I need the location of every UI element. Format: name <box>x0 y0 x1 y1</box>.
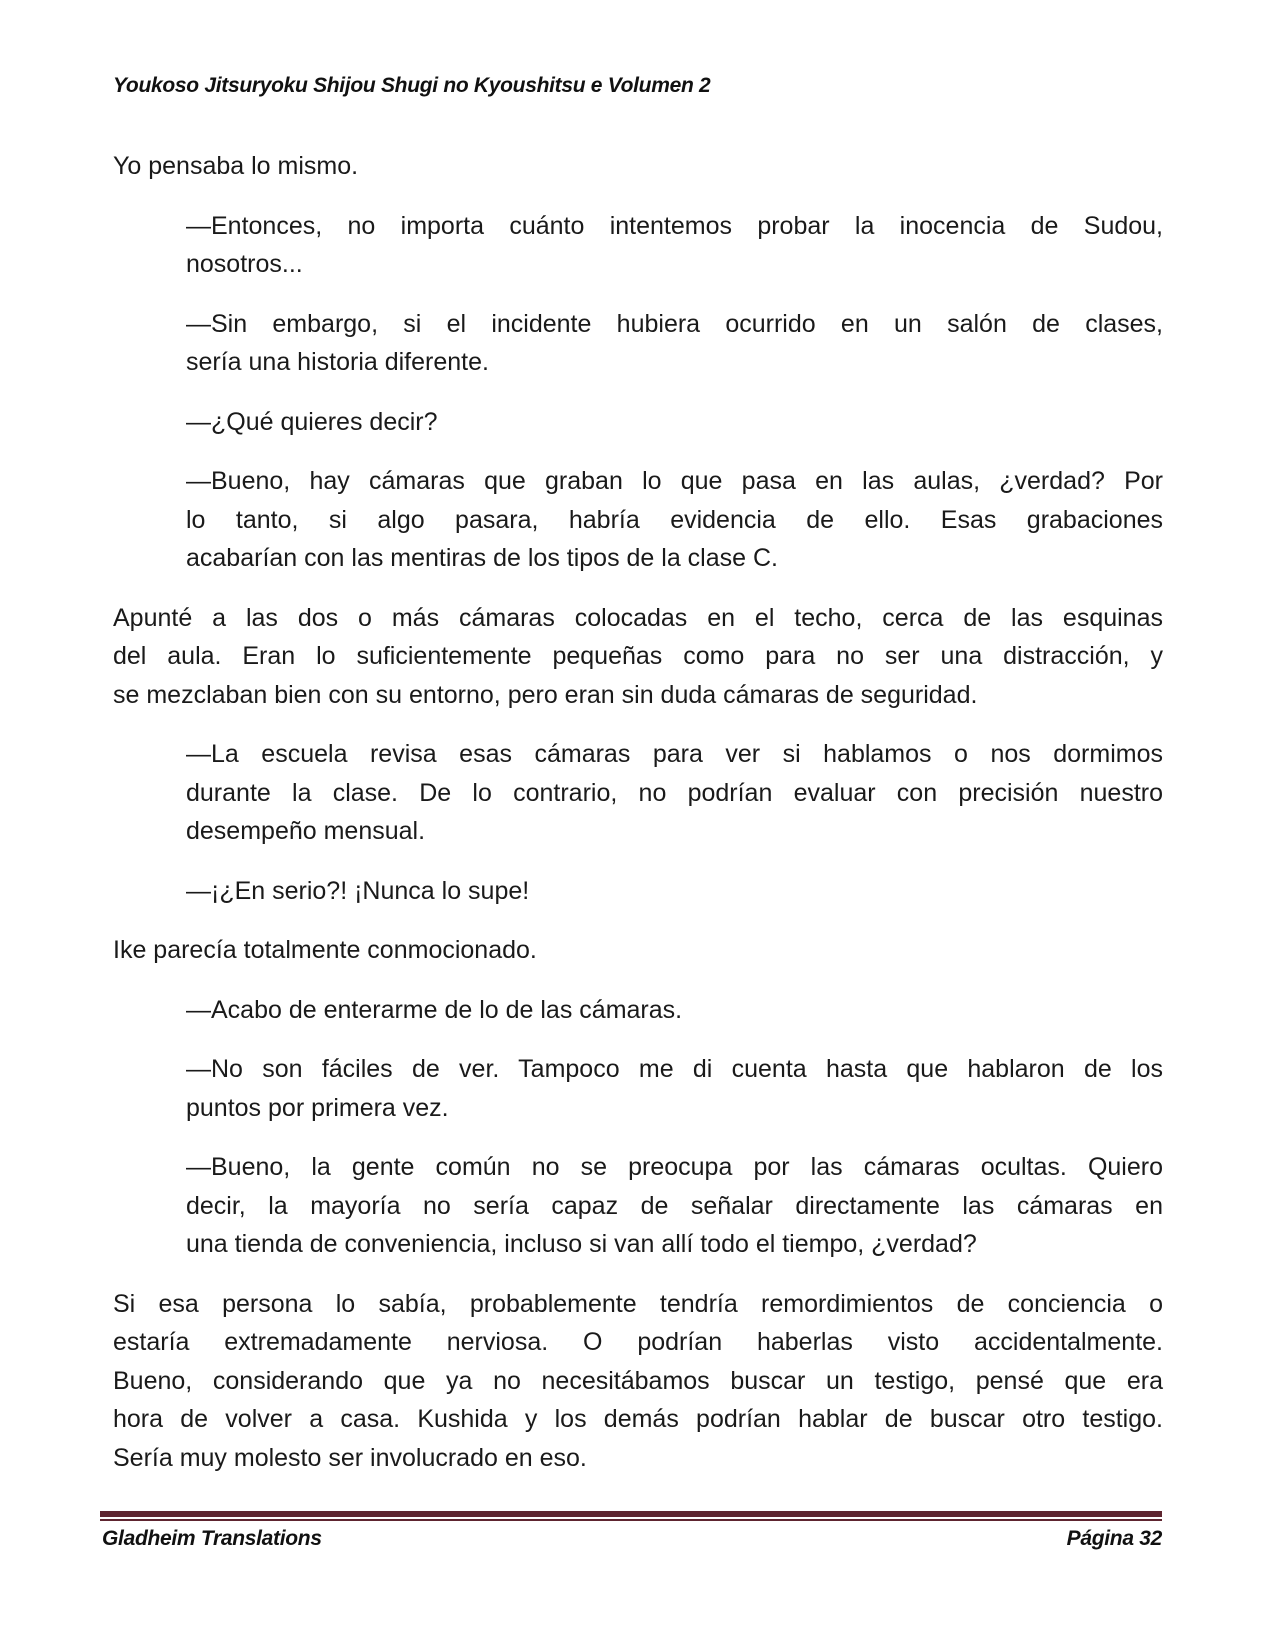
text-line: —¿Qué quieres decir? <box>186 407 438 436</box>
text-line: se mezclaban bien con su entorno, pero eran sin duda cámaras de seguridad. <box>113 680 978 709</box>
dialog-paragraph <box>186 1148 1163 1264</box>
narration-paragraph <box>113 599 1163 715</box>
text-line: una tienda de conveniencia, incluso si van allí todo el tiempo, ¿verdad? <box>186 1230 977 1258</box>
text-line: Ike parecía totalmente conmocionado. <box>113 936 537 964</box>
text-line: Bueno, considerando que ya no necesitábamos buscar un testigo, pensé que era <box>113 1366 1163 1395</box>
dialog-paragraph <box>186 872 1163 911</box>
text-line: hora de volver a casa. Kushida y los demás podrían hablar de buscar otro testigo. <box>113 1405 1163 1433</box>
text-line: —La escuela revisa esas cámaras para ver si hablamos o nos dormimos <box>186 740 1163 768</box>
narration-paragraph <box>113 147 1163 186</box>
text-line: nosotros... <box>186 250 303 278</box>
dialog-paragraph <box>186 207 1163 284</box>
text-line: —Acabo de enterarme de lo de las cámaras. <box>186 995 683 1024</box>
footer-page-number: Página 32 <box>1066 1527 1162 1550</box>
text-line: —Entonces, no importa cuánto intentemos probar la inocencia de Sudou, <box>186 211 1163 240</box>
text-line: Sería muy molesto ser involucrado en eso. <box>113 1443 587 1472</box>
dialog-paragraph <box>186 403 1163 442</box>
footer-translator: Gladheim Translations <box>102 1527 322 1550</box>
page-body <box>113 147 1163 1498</box>
text-line: durante la clase. De lo contrario, no podrían evaluar con precisión nuestro <box>186 778 1163 807</box>
dialog-paragraph <box>186 462 1163 578</box>
text-line: —Sin embargo, si el incidente hubiera ocurrido en un salón de clases, <box>186 309 1163 338</box>
footer-rule-thick <box>100 1511 1162 1517</box>
text-line: —Bueno, la gente común no se preocupa por las cámaras ocultas. Quiero <box>186 1153 1163 1181</box>
text-line: Apunté a las dos o más cámaras colocadas en el techo, cerca de las esquinas <box>113 603 1163 632</box>
text-line: —¡¿En serio?! ¡Nunca lo supe! <box>186 876 530 905</box>
running-header: Youkoso Jitsuryoku Shijou Shugi no Kyoushitsu e Volumen 2 <box>113 74 711 97</box>
dialog-paragraph <box>186 1050 1163 1127</box>
narration-paragraph <box>113 931 1163 970</box>
text-line: decir, la mayoría no sería capaz de señalar directamente las cámaras en <box>186 1191 1163 1220</box>
text-line: Yo pensaba lo mismo. <box>113 152 359 180</box>
text-line: desempeño mensual. <box>186 817 426 845</box>
dialog-paragraph <box>186 991 1163 1030</box>
text-line: del aula. Eran lo suficientemente pequeñas como para no ser una distracción, y <box>113 642 1163 670</box>
text-line: lo tanto, si algo pasara, habría evidencia de ello. Esas grabaciones <box>186 505 1163 534</box>
text-line: —Bueno, hay cámaras que graban lo que pasa en las aulas, ¿verdad? Por <box>186 467 1163 495</box>
text-line: sería una historia diferente. <box>186 348 489 376</box>
dialog-paragraph <box>186 735 1163 851</box>
footer-rule-thin <box>100 1519 1162 1521</box>
text-line: —No son fáciles de ver. Tampoco me di cuenta hasta que hablaron de los <box>186 1055 1163 1083</box>
text-line: acabarían con las mentiras de los tipos de la clase C. <box>186 544 778 572</box>
text-line: puntos por primera vez. <box>186 1093 449 1122</box>
dialog-paragraph <box>186 305 1163 382</box>
text-line: estaría extremadamente nerviosa. O podrían haberlas visto accidentalmente. <box>113 1328 1163 1356</box>
text-line: Si esa persona lo sabía, probablemente tendría remordimientos de conciencia o <box>113 1289 1163 1318</box>
narration-paragraph <box>113 1285 1163 1478</box>
